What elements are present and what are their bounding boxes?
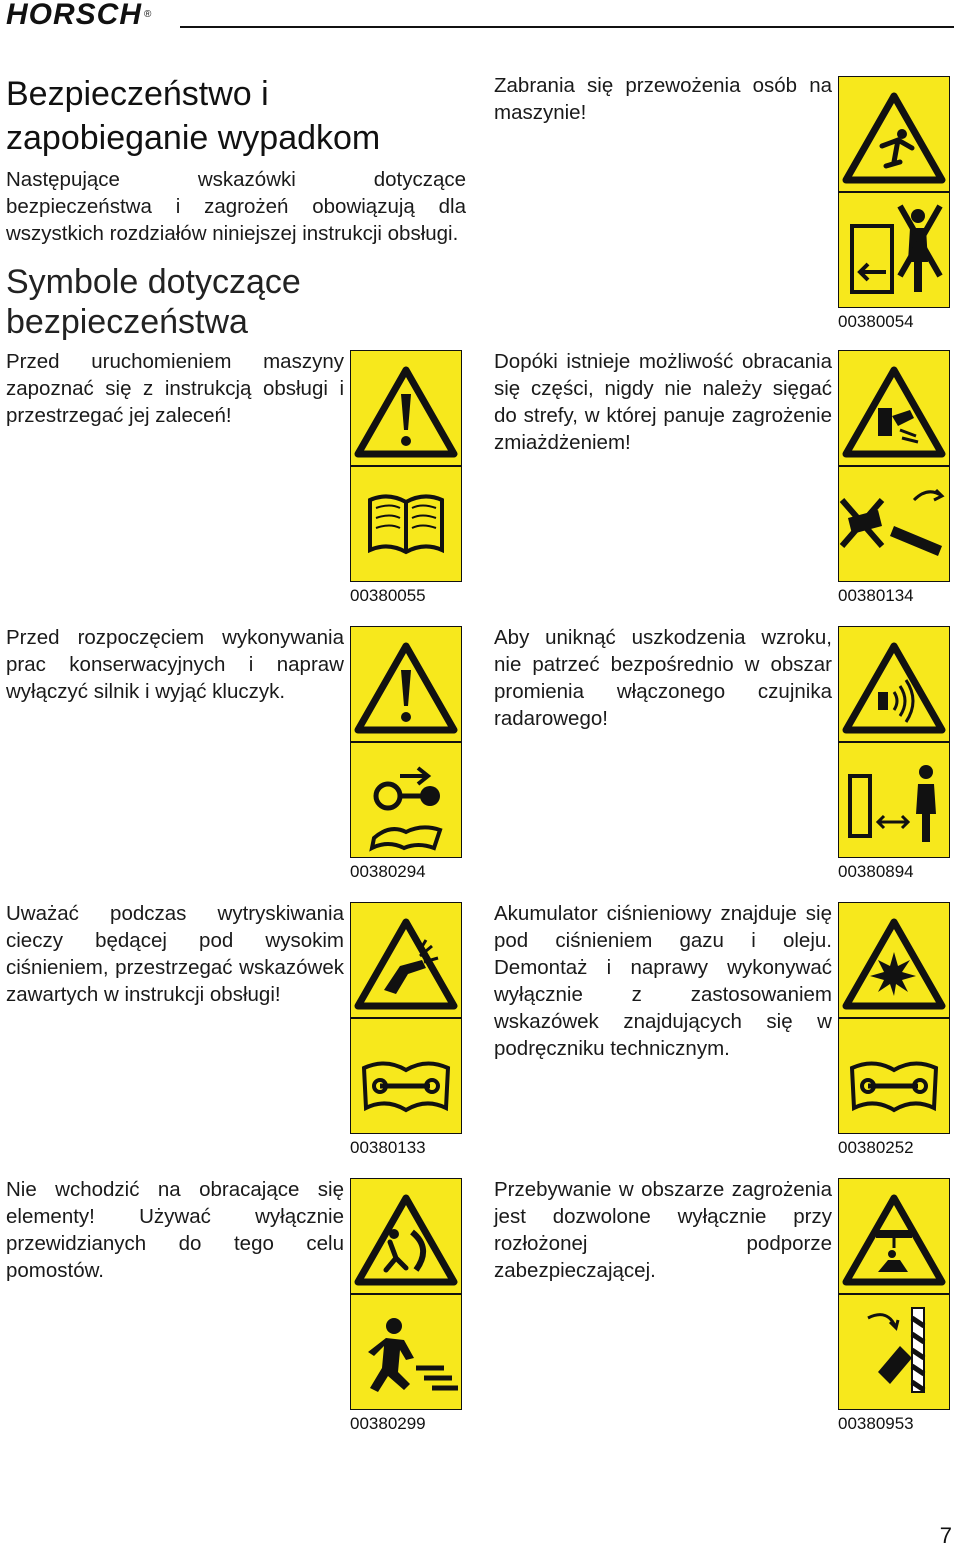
section-line-2: bezpieczeństwa: [6, 303, 248, 341]
horsch-logo: [6, 0, 152, 30]
page-number: 7: [939, 1523, 952, 1548]
item-text-3: Dopóki istnieje możliwość obracania się części, nigdy nie należy sięgać do strefy, w której panuje zagrożenie zmiażdżeniem!: [494, 350, 832, 454]
sign-code: 00380054: [838, 312, 914, 331]
sign-code: 00380294: [350, 862, 426, 881]
sign-code: 00380894: [838, 862, 914, 881]
item-text-6: Nie wchodzić na obracające się elementy! Używać wyłącznie przewidzianych do tego celu pomostów.: [6, 1178, 344, 1282]
item-text-8: Przebywanie w obszarze zagrożenia jest dozwolone wyłącznie przy rozłożonej podporze zabezpieczającej.: [494, 1178, 832, 1282]
item-text-7: Akumulator ciśnieniowy znajduje się pod ciśnieniem gazu i oleju. Demontaż i naprawy wykonywać wyłącznie z zastosowaniem wskazówek znajdujących się w podręczniku technicznym.: [494, 902, 832, 1060]
sign-code: 00380299: [350, 1414, 426, 1433]
page-title: [6, 72, 380, 160]
item-text-2: Przed rozpoczęciem wykonywania prac konserwacyjnych i napraw wyłączyć silnik i wyjąć kluczyk.: [6, 626, 344, 703]
safety-sign: [350, 626, 462, 858]
sign-code: 00380055: [350, 586, 426, 605]
title-line-1: Bezpieczeństwo i: [6, 75, 269, 113]
item-text-4: Uważać podczas wytryskiwania cieczy będącej pod wysokim ciśnieniem, przestrzegać wskazówek zawartych w instrukcji obsługi!: [6, 902, 344, 1006]
item-text-0: Przed uruchomieniem maszyny zapoznać się z instrukcją obsługi i przestrzegać jej zaleceń!: [6, 350, 344, 427]
header-rule: [180, 26, 954, 28]
safety-sign: [838, 76, 950, 308]
intro-text: Następujące wskazówki dotyczące bezpieczeństwa i zagrożeń obowiązują dla wszystkich rozdziałów niniejszej instrukcji obsługi.: [6, 168, 466, 245]
item-text-1: Zabrania się przewożenia osób na maszynie!: [494, 74, 832, 124]
safety-sign: [350, 902, 462, 1134]
title-line-2: zapobieganie wypadkom: [6, 119, 381, 157]
safety-sign: [350, 350, 462, 582]
safety-sign: [838, 350, 950, 582]
registered-mark: ®: [144, 9, 153, 20]
safety-sign: [838, 1178, 950, 1410]
sign-code: 00380133: [350, 1138, 426, 1157]
safety-sign: [350, 1178, 462, 1410]
sign-code: 00380953: [838, 1414, 914, 1433]
logo-text: HORSCH: [6, 0, 143, 31]
sign-code: 00380252: [838, 1138, 914, 1157]
item-text-5: Aby uniknąć uszkodzenia wzroku, nie patrzeć bezpośrednio w obszar promienia włączonego czujnika radarowego!: [494, 626, 832, 730]
safety-sign: [838, 626, 950, 858]
section-title: [6, 262, 301, 342]
section-line-1: Symbole dotyczące: [6, 263, 301, 301]
sign-code: 00380134: [838, 586, 914, 605]
safety-sign: [838, 902, 950, 1134]
